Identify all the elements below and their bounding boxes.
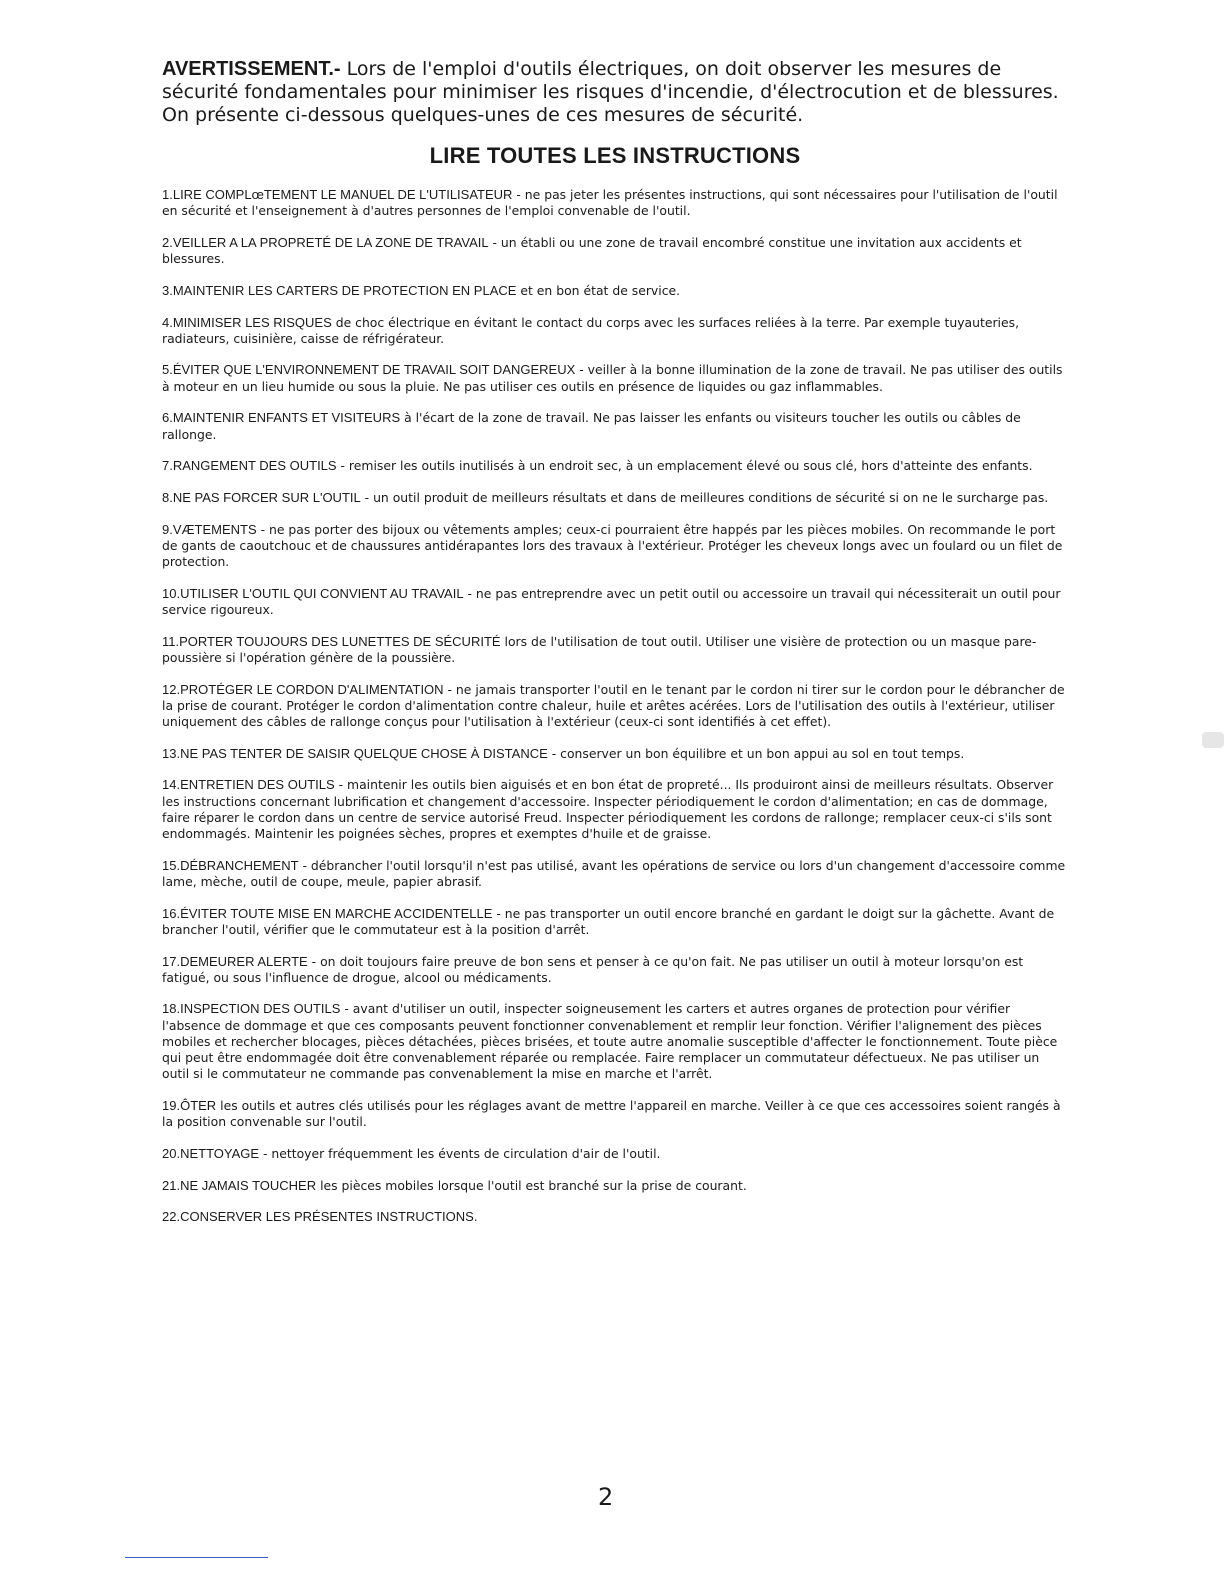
warning-text: Lors de l'emploi d'outils électriques, on doit observer les mesures de sécurité fondamentales pour minimiser les risques d'incendie, d'électrocution et de blessures. On présente ci-dessous quelques-unes de ces mesures de sécurité. [162, 58, 1059, 126]
instruction-number: 19. [162, 1097, 181, 1113]
instruction-title: ÉVITER TOUTE MISE EN MARCHE ACCIDENTELLE [180, 905, 493, 921]
instruction-number: 4. [162, 314, 173, 330]
instruction-text: les pièces mobiles lorsque l'outil est branché sur la prise de courant. [316, 1177, 747, 1193]
instruction-text: - conserver un bon équilibre et un bon appui au sol en tout temps. [547, 745, 965, 761]
instruction-number: 2. [162, 234, 173, 250]
instruction-title: MAINTENIR LES CARTERS DE PROTECTION EN PLACE [172, 282, 517, 298]
instruction-title: ENTRETIEN DES OUTILS [180, 777, 335, 793]
instruction-number: 21. [162, 1177, 181, 1193]
instruction-item [162, 634, 1068, 666]
instruction-text: - ne pas entreprendre avec un petit outil ou accessoire un travail qui nécessiterait un outil pour service rigoureux. [162, 585, 1061, 617]
instruction-title: MAINTENIR ENFANTS ET VISITEURS [172, 410, 401, 426]
instruction-number: 20. [162, 1145, 181, 1161]
section-heading: LIRE TOUTES LES INSTRUCTIONS [429, 143, 801, 168]
instruction-item [162, 746, 1068, 762]
instruction-text: et en bon état de service. [516, 282, 681, 298]
instruction-title: DÉBRANCHEMENT [180, 857, 299, 873]
instruction-title: VEILLER A LA PROPRETÉ DE LA ZONE DE TRAVAIL [172, 234, 489, 250]
instruction-item [162, 1178, 1068, 1194]
instruction-item [162, 1209, 1068, 1225]
instruction-text: - ne pas transporter un outil encore branché en gardant le doigt sur la gâchette. Avant de brancher l'outil, vérifier que le commutateur est à la position d'arrêt. [162, 905, 1055, 937]
instruction-text: - un établi ou une zone de travail encombré constitue une invitation aux accidents et blessures. [162, 234, 1022, 267]
instruction-title: NETTOYAGE [180, 1145, 260, 1161]
instruction-item [162, 682, 1068, 731]
instruction-title: INSPECTION DES OUTILS [180, 1001, 341, 1017]
instruction-text: - veiller à la bonne illumination de la zone de travail. Ne pas utiliser des outils à moteur en un lieu humide ou sous la pluie. Ne pas utiliser ces outils en présence de liquides ou gaz inflammables. [162, 362, 1063, 394]
instruction-number: 6. [162, 410, 173, 426]
instruction-number: 5. [162, 362, 173, 378]
instruction-item [162, 187, 1068, 219]
instruction-text: de choc électrique en évitant le contact du corps avec les surfaces reliées à la terre. Par exemple tuyauteries, radiateurs, cuisinière, caisse de réfrigérateur. [162, 314, 1020, 346]
scan-smudge [1202, 732, 1224, 748]
instruction-title: CONSERVER LES PRÉSENTES INSTRUCTIONS. [180, 1209, 478, 1225]
instruction-title: MINIMISER LES RISQUES [172, 314, 332, 330]
document-page [162, 58, 1068, 1241]
instruction-text: - ne jamais transporter l'outil en le tenant par le cordon ni tirer sur le cordon pour le débrancher de la prise de courant. Protéger le cordon d'alimentation contre chaleur, huile et arêtes acérées. Lors de l'utilisation des outils à l'extérieur, utiliser uniquement des câbles de rallonge conçus pour l'utilisation à l'extérieur (ceux-ci sont identifiés à cet effet). [162, 681, 1065, 729]
instruction-item [162, 954, 1068, 986]
instruction-number: 22. [162, 1209, 181, 1225]
instruction-item [162, 1146, 1068, 1162]
instruction-number: 1. [162, 187, 173, 202]
instruction-item [162, 283, 1068, 299]
instruction-number: 15. [162, 857, 181, 873]
instruction-text: - un outil produit de meilleurs résultats et dans de meilleures conditions de sécurité si on ne le surcharge pas. [360, 489, 1049, 505]
instruction-item [162, 1001, 1068, 1082]
instruction-item [162, 1098, 1068, 1130]
instruction-list [162, 187, 1068, 1225]
instruction-title: RANGEMENT DES OUTILS [172, 458, 337, 474]
footnote-rule [125, 1557, 268, 1558]
instruction-text: les outils et autres clés utilisés pour les réglages avant de mettre l'appareil en marche. Veiller à ce que ces accessoires soient rangés à la position convenable sur l'outil. [162, 1097, 1061, 1130]
warning-lead: AVERTISSEMENT.- [162, 58, 341, 80]
instruction-item [162, 906, 1068, 938]
instruction-item [162, 522, 1068, 571]
instruction-number: 18. [162, 1001, 181, 1017]
instruction-text: - on doit toujours faire preuve de bon sens et penser à ce qu'on fait. Ne pas utiliser un outil à moteur lorsqu'on est fatigué, ou sous l'influence de drogue, alcool ou médicaments. [162, 953, 1024, 985]
instruction-text: - maintenir les outils bien aiguisés et en bon état de propreté... Ils produiront ainsi de meilleurs résultats. Observer les instructions concernant lubrification et changement d'accessoire. Inspecter périodiquement le cordon d'alimentation; en cas de dommage, faire réparer le cordon dans un centre de service autorisé Freud. Inspecter périodiquement les cordons de rallonge; remplacer ceux-ci s'ils sont endommagés. Maintenir les poignées sèches, propres et exemptes d'huile et de graisse. [162, 777, 1054, 841]
instruction-text: - ne pas porter des bijoux ou vêtements amples; ceux-ci pourraient être happés par les pièces mobiles. On recommande le port de gants de caoutchouc et de chaussures antidérapantes lors des travaux à l'extérieur. Protéger les cheveux longs avec un foulard ou un filet de protection. [162, 521, 1063, 570]
instruction-title: PORTER TOUJOURS DES LUNETTES DE SÉCURITÉ [179, 633, 501, 649]
instruction-text: - remiser les outils inutilisés à un endroit sec, à un emplacement élevé ou sous clé, hors d'atteinte des enfants. [336, 458, 1033, 474]
instruction-title: VÆTEMENTS [172, 521, 257, 537]
instruction-item [162, 458, 1068, 474]
instruction-number: 9. [162, 521, 173, 537]
instruction-title: ÉVITER QUE L'ENVIRONNEMENT DE TRAVAIL SOIT DANGEREUX [172, 362, 576, 378]
instruction-number: 7. [162, 458, 173, 474]
instruction-title: PROTÉGER LE CORDON D'ALIMENTATION [180, 681, 444, 697]
instruction-number: 3. [162, 282, 173, 298]
instruction-title: DEMEURER ALERTE [180, 953, 308, 969]
instruction-number: 13. [162, 745, 181, 761]
instruction-text: à l'écart de la zone de travail. Ne pas laisser les enfants ou visiteurs toucher les outils ou câbles de rallonge. [162, 410, 1021, 442]
instruction-text: - avant d'utiliser un outil, inspecter soigneusement les carters et autres organes de protection pour vérifier l'absence de dommage et que ces composants peuvent fonctionner convenablement et remplir leur fonction. Vérifier l'alignement des pièces mobiles et rechercher blocages, pièces détachées, pièces brisées, et toute autre anomalie susceptible d'affecter le fonctionnement. Toute pièce qui peut être endommagée doit être convenablement réparée ou remplacée. Faire remplacer un commutateur défectueux. Ne pas utiliser un outil si le commutateur ne commande pas convenablement la mise en marche et l'arrêt. [162, 1001, 1058, 1082]
instruction-number: 17. [162, 953, 181, 969]
instruction-item [162, 777, 1068, 842]
instruction-number: 12. [162, 681, 181, 697]
instruction-number: 8. [162, 489, 173, 505]
instruction-item [162, 362, 1068, 394]
instruction-number: 14. [162, 777, 181, 793]
instruction-title: LIRE COMPLœTEMENT LE MANUEL DE L'UTILISATEUR [172, 187, 513, 202]
page-number: 2 [598, 1483, 614, 1511]
instruction-title: NE PAS TENTER DE SAISIR QUELQUE CHOSE À DISTANCE [180, 745, 548, 761]
warning-paragraph [162, 58, 1068, 127]
instruction-text: - nettoyer fréquemment les évents de circulation d'air de l'outil. [259, 1145, 661, 1161]
instruction-number: 11. [162, 633, 180, 649]
instruction-title: ÔTER [180, 1097, 217, 1113]
instruction-item [162, 586, 1068, 618]
instruction-item [162, 410, 1068, 442]
instruction-text: - débrancher l'outil lorsqu'il n'est pas utilisé, avant les opérations de service ou lors d'un changement d'accessoire comme lame, mèche, outil de coupe, meule, papier abrasif. [162, 857, 1066, 889]
instruction-item [162, 315, 1068, 347]
instruction-title: NE PAS FORCER SUR L'OUTIL [172, 489, 361, 505]
instruction-title: NE JAMAIS TOUCHER [180, 1177, 317, 1193]
instruction-number: 16. [162, 905, 181, 921]
instruction-number: 10. [162, 585, 181, 601]
instruction-text: - ne pas jeter les présentes instructions, qui sont nécessaires pour l'utilisation de l'outil en sécurité et l'enseignement à d'autres personnes de l'emploi convenable de l'outil. [162, 187, 1058, 219]
instruction-item [162, 858, 1068, 890]
instruction-item [162, 235, 1068, 267]
instruction-text: lors de l'utilisation de tout outil. Utiliser une visière de protection ou un masque pare-poussière si l'opération génère de la poussière. [162, 633, 1037, 665]
instruction-item [162, 490, 1068, 506]
instruction-title: UTILISER L'OUTIL QUI CONVIENT AU TRAVAIL [180, 585, 464, 601]
